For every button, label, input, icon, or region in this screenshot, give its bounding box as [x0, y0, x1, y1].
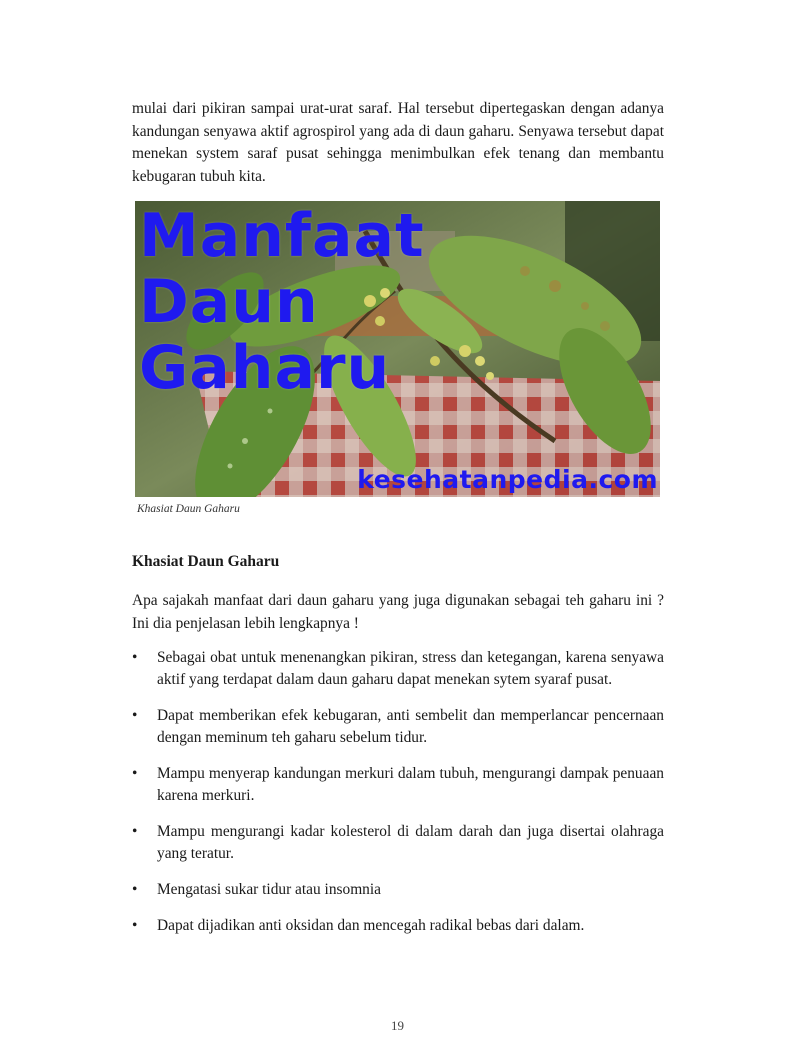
list-item: [132, 915, 664, 937]
intro-paragraph: mulai dari pikiran sampai urat-urat saraf. Hal tersebut dipertegaskan dengan adanya kandungan senyawa aktif agrospirol yang ada di daun gaharu. Senyawa tersebut dapat menekan system saraf pusat sehingga menimbulkan efek tenang dan membantu kebugaran tubuh kita.: [132, 100, 664, 185]
image-overlay-website: kesehatanpedia.com: [357, 465, 658, 494]
bullet-icon: •: [132, 649, 138, 666]
section-heading: Khasiat Daun Gaharu: [132, 553, 280, 570]
list-item-text: Sebagai obat untuk menenangkan pikiran, stress dan ketegangan, karena senyawa aktif yang terdapat dalam daun gaharu dapat menekan sytem syaraf pusat.: [157, 649, 664, 688]
image-overlay-title-line: Daun: [139, 267, 319, 337]
list-item: [132, 821, 664, 865]
list-item: [132, 705, 664, 749]
list-item: [132, 763, 664, 807]
bullet-icon: •: [132, 917, 138, 934]
bullet-icon: •: [132, 765, 138, 782]
list-item-text: Dapat memberikan efek kebugaran, anti sembelit dan memperlancar pencernaan dengan meminum teh gaharu sebelum tidur.: [157, 707, 664, 746]
page-number: 19: [391, 1018, 404, 1033]
image-overlay-title-line: Gaharu: [139, 333, 391, 403]
list-item: [132, 647, 664, 691]
image-overlay-title-line: Manfaat: [139, 201, 425, 271]
list-item-text: Mengatasi sukar tidur atau insomnia: [157, 881, 381, 898]
list-item-text: Mampu mengurangi kadar kolesterol di dalam darah dan juga disertai olahraga yang teratur.: [157, 823, 664, 862]
list-item-text: Mampu menyerap kandungan merkuri dalam tubuh, mengurangi dampak penuaan karena merkuri.: [157, 765, 664, 804]
bullet-icon: •: [132, 823, 138, 840]
benefits-list: [132, 647, 664, 951]
image-overlay-title: [139, 203, 425, 401]
list-item: [132, 879, 664, 901]
figure-image: [135, 201, 660, 497]
bullet-icon: •: [132, 707, 138, 724]
bullet-icon: •: [132, 881, 138, 898]
section-intro-paragraph: Apa sajakah manfaat dari daun gaharu yang juga digunakan sebagai teh gaharu ini ? Ini dia penjelasan lebih lengkapnya !: [132, 592, 664, 632]
figure-caption: Khasiat Daun Gaharu: [137, 503, 240, 515]
list-item-text: Dapat dijadikan anti oksidan dan mencegah radikal bebas dari dalam.: [157, 917, 585, 934]
